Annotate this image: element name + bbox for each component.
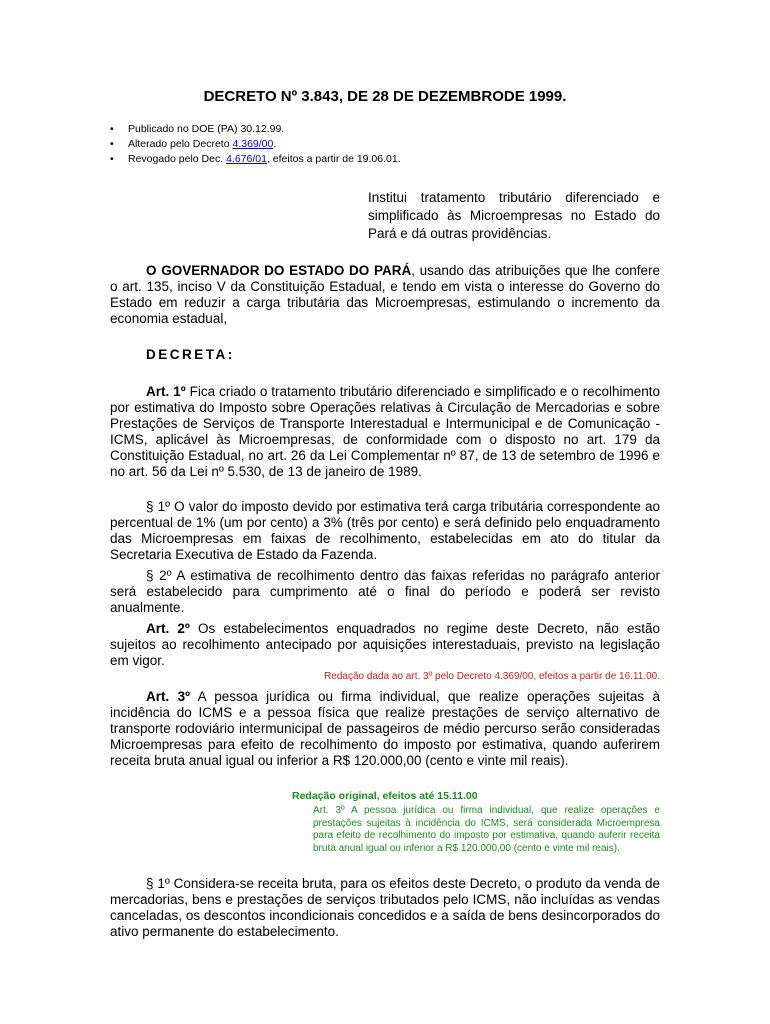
decreta-heading: DECRETA: xyxy=(146,347,235,362)
amendment-note: Redação dada ao art. 3º pelo Decreto 4.369/00, efeitos a partir de 16.11.00. xyxy=(324,671,660,682)
ementa: Institui tratamento tributário diferenciado e simplificado às Microempresas no Estado do Pará e dá outras providências. xyxy=(368,190,660,241)
altered-suffix: . xyxy=(273,138,277,150)
preamble-authority: O GOVERNADOR DO ESTADO DO PARÁ xyxy=(146,263,412,278)
revoked-suffix: , efeitos a partir de 19.06.01. xyxy=(266,153,401,165)
article-1-paragraph-2: § 2º A estimativa de recolhimento dentro das faixas referidas no parágrafo anterior será estabelecido para cumprimento até o final do período e poderá ser revisto anualmente. xyxy=(110,568,660,615)
altered-prefix: Alterado pelo Decreto xyxy=(128,138,233,150)
article-1-text: Fica criado o tratamento tributário diferenciado e simplificado e o recolhimento por estimativa do Imposto sobre Operações relativas à Circulação de Mercadorias e sobre Prestações de Serviços de Transporte Interestadual e Intermunicipal e de Comunicação - ICMS, aplicável às Microempresas, de conformidade com o disposto no art. 179 da Constituição Estadual, no art. 26 da Lei Complementar nº 87, de 13 de setembro de 1996 e no art. 56 da Lei nº 5.530, de 13 de janeiro de 1989. xyxy=(110,384,660,479)
original-wording-heading: Redação original, efeitos até 15.11.00 xyxy=(292,790,478,802)
altered-item xyxy=(110,137,401,152)
article-3 xyxy=(110,689,660,769)
article-3-text: A pessoa jurídica ou firma individual, que realize operações sujeitas à incidência do ICMS e a pessoa física que realize prestações de serviço alternativo de transporte rodoviário intermunicipal de passageiros de médio percurso serão consideradas Microempresas para efeito de recolhimento do imposto por estimativa, quando auferirem receita bruta anual igual ou inferior a R$ 120.000,00 (cento e vinte mil reais). xyxy=(110,689,660,768)
publication-info xyxy=(110,122,401,167)
article-1 xyxy=(110,384,660,480)
article-1-paragraph-1: § 1º O valor do imposto devido por estimativa terá carga tributária correspondente ao percentual de 1% (um por cento) a 3% (três por cento) e será definido pelo enquadramento das Microempresas em faixas de recolhimento, estabelecidas em ato do titular da Secretaria Executiva de Estado da Fazenda. xyxy=(110,499,660,562)
preamble-text: , usando das atribuições que lhe confere o art. 135, inciso V da Constituição Estadual, e tendo em vista o interesse do Governo do Estado em reduzir a carga tributária das Microempresas, estimulando o incremento da economia estadual, xyxy=(110,263,660,326)
article-3-label: Art. 3º xyxy=(146,689,191,704)
original-wording-text: Art. 3º A pessoa jurídica ou firma individual, que realize operações e prestações sujeitas à incidência do ICMS, será considerada Microempresa para efeito de recolhimento do imposto por estimativa, quando auferir receita bruta anual igual ou inferior a R$ 120.000,00 (cento e vinte mil reais). xyxy=(313,805,660,854)
revoked-item xyxy=(110,152,401,167)
article-2-text: Os estabelecimentos enquadrados no regime deste Decreto, não estão sujeitos ao recolhimento antecipado por aquisições interestaduais, previsto na legislação em vigor. xyxy=(110,621,660,668)
published-text: Publicado no DOE (PA) 30.12.99. xyxy=(128,123,285,135)
article-3-paragraph-1: § 1º Considera-se receita bruta, para os efeitos deste Decreto, o produto da venda de mercadorias, bens e prestações de serviços tributados pelo ICMS, não incluídas as vendas canceladas, os descontos incondicionais concedidos e a saída de bens desincorporados do ativo permanente do estabelecimento. xyxy=(110,876,660,939)
published-item xyxy=(110,122,401,137)
altered-decree-link[interactable]: 4.369/00 xyxy=(232,138,274,150)
article-2-label: Art. 2º xyxy=(146,621,190,636)
preamble xyxy=(110,263,660,327)
revoked-prefix: Revogado pelo Dec. xyxy=(128,153,227,165)
article-1-label: Art. 1º xyxy=(146,384,186,399)
revoked-decree-link[interactable]: 4.676/01 xyxy=(226,153,267,165)
decree-title: DECRETO Nº 3.843, DE 28 DE DEZEMBRODE 1999. xyxy=(203,88,567,105)
article-2 xyxy=(110,621,660,669)
publication-list xyxy=(110,122,401,167)
